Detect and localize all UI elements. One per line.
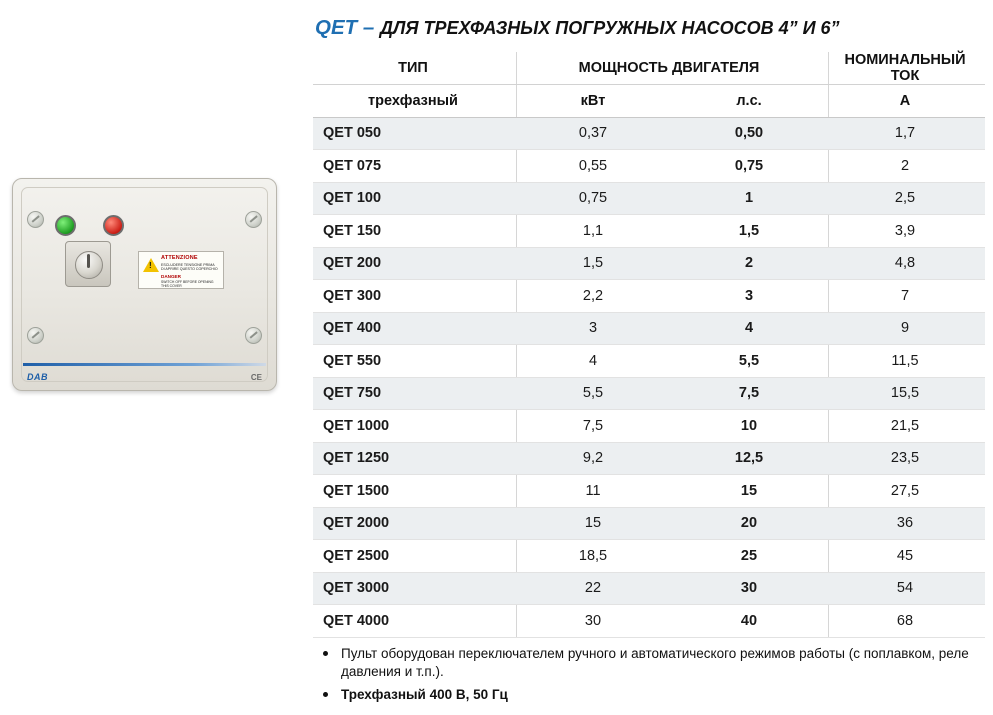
notes-list	[315, 645, 980, 709]
table-body	[313, 117, 985, 637]
note-text: Трехфазный 400 В, 50 Гц	[341, 687, 508, 702]
screw-top-right-icon	[245, 211, 262, 228]
warning-triangle-icon	[143, 258, 159, 272]
table-row	[313, 475, 985, 508]
ce-mark: CE	[250, 373, 262, 382]
header-current: НОМИНАЛЬНЫЙ ТОК	[825, 52, 985, 85]
cell-kw: 7,5	[513, 410, 673, 443]
screw-bottom-right-icon	[245, 327, 262, 344]
spec-content	[310, 0, 993, 715]
cell-kw: 30	[513, 605, 673, 638]
cell-type: QET 750	[313, 377, 513, 410]
cell-a: 27,5	[825, 475, 985, 508]
cell-type: QET 050	[313, 117, 513, 150]
table-row	[313, 410, 985, 443]
cell-a: 36	[825, 507, 985, 540]
warning-label	[138, 251, 224, 289]
cell-kw: 0,75	[513, 182, 673, 215]
cell-hp: 25	[673, 540, 825, 573]
cell-hp: 1,5	[673, 215, 825, 248]
cell-a: 3,9	[825, 215, 985, 248]
cell-a: 2,5	[825, 182, 985, 215]
cell-a: 68	[825, 605, 985, 638]
cell-a: 54	[825, 572, 985, 605]
table-row	[313, 572, 985, 605]
cell-type: QET 1500	[313, 475, 513, 508]
cell-kw: 1,5	[513, 247, 673, 280]
cell-type: QET 1000	[313, 410, 513, 443]
cell-type: QET 2500	[313, 540, 513, 573]
cell-kw: 18,5	[513, 540, 673, 573]
note-text: Пульт оборудован переключателем ручного и автоматического режимов работы (с поплавком, реле давления и т.п.).	[341, 646, 969, 679]
title-description: ДЛЯ ТРЕХФАЗНЫХ ПОГРУЖНЫХ НАСОСОВ 4” И 6”	[379, 18, 840, 38]
cell-a: 7	[825, 280, 985, 313]
warning-text: ESCLUDERE TENSIONE PRIMA DI APRIRE QUESTO COPERCHIO	[161, 263, 218, 272]
cell-hp: 10	[673, 410, 825, 443]
cell-a: 15,5	[825, 377, 985, 410]
table-row	[313, 215, 985, 248]
cell-hp: 12,5	[673, 442, 825, 475]
cell-type: QET 300	[313, 280, 513, 313]
subheader-hp: л.с.	[673, 85, 825, 118]
cell-a: 21,5	[825, 410, 985, 443]
cell-type: QET 2000	[313, 507, 513, 540]
cell-a: 9	[825, 312, 985, 345]
subheader-a: A	[825, 85, 985, 118]
cell-kw: 22	[513, 572, 673, 605]
cell-kw: 0,37	[513, 117, 673, 150]
cell-type: QET 3000	[313, 572, 513, 605]
product-image	[6, 168, 282, 405]
screw-bottom-left-icon	[27, 327, 44, 344]
cell-kw: 2,2	[513, 280, 673, 313]
cell-kw: 0,55	[513, 150, 673, 183]
red-led-icon	[103, 215, 124, 236]
header-type: ТИП	[313, 52, 513, 85]
table-row	[313, 442, 985, 475]
bullet-icon	[323, 692, 328, 697]
cell-type: QET 200	[313, 247, 513, 280]
cell-kw: 11	[513, 475, 673, 508]
warning-text-en: SWITCH OFF BEFORE OPENING THIS COVER	[161, 280, 214, 288]
brand-logo: DAB	[27, 372, 48, 382]
table-row	[313, 247, 985, 280]
rotary-selector-switch[interactable]	[65, 241, 111, 287]
cell-hp: 3	[673, 280, 825, 313]
bullet-icon	[323, 651, 328, 656]
cell-kw: 15	[513, 507, 673, 540]
cell-kw: 5,5	[513, 377, 673, 410]
cell-hp: 30	[673, 572, 825, 605]
cell-hp: 0,75	[673, 150, 825, 183]
cell-type: QET 075	[313, 150, 513, 183]
specification-table	[313, 52, 985, 638]
brand-stripe	[23, 363, 266, 366]
table-row	[313, 312, 985, 345]
note-item	[315, 645, 980, 681]
warning-title: ATTENZIONE	[161, 255, 198, 261]
cell-kw: 9,2	[513, 442, 673, 475]
cell-hp: 7,5	[673, 377, 825, 410]
header-power: МОЩНОСТЬ ДВИГАТЕЛЯ	[513, 52, 825, 85]
green-led-icon	[55, 215, 76, 236]
cell-hp: 20	[673, 507, 825, 540]
cell-type: QET 4000	[313, 605, 513, 638]
cell-kw: 4	[513, 345, 673, 378]
table-row	[313, 377, 985, 410]
table-row	[313, 540, 985, 573]
table-row	[313, 507, 985, 540]
note-item	[315, 686, 980, 704]
table-header-row	[313, 52, 985, 85]
cell-a: 23,5	[825, 442, 985, 475]
title-model: QET	[315, 16, 358, 39]
table-subheader-row	[313, 85, 985, 118]
table-row	[313, 280, 985, 313]
table-row	[313, 345, 985, 378]
cell-type: QET 400	[313, 312, 513, 345]
cell-a: 11,5	[825, 345, 985, 378]
cell-hp: 15	[673, 475, 825, 508]
cell-hp: 4	[673, 312, 825, 345]
cell-hp: 2	[673, 247, 825, 280]
cell-a: 2	[825, 150, 985, 183]
table-row	[313, 605, 985, 638]
cell-kw: 3	[513, 312, 673, 345]
subheader-kw: кВт	[513, 85, 673, 118]
control-panel-device	[12, 178, 277, 391]
cell-type: QET 150	[313, 215, 513, 248]
table-row	[313, 182, 985, 215]
title-dash: –	[362, 16, 375, 39]
screw-top-left-icon	[27, 211, 44, 228]
cell-type: QET 550	[313, 345, 513, 378]
cell-hp: 1	[673, 182, 825, 215]
cell-a: 4,8	[825, 247, 985, 280]
cell-hp: 40	[673, 605, 825, 638]
cell-hp: 5,5	[673, 345, 825, 378]
cell-type: QET 100	[313, 182, 513, 215]
table-row	[313, 150, 985, 183]
cell-hp: 0,50	[673, 117, 825, 150]
subheader-type: трехфазный	[313, 85, 513, 118]
page-title	[315, 16, 840, 40]
cell-kw: 1,1	[513, 215, 673, 248]
cell-a: 45	[825, 540, 985, 573]
selector-knob-icon	[75, 251, 103, 279]
warning-title-en: DANGER	[161, 274, 181, 279]
cell-a: 1,7	[825, 117, 985, 150]
table-row	[313, 117, 985, 150]
cell-type: QET 1250	[313, 442, 513, 475]
